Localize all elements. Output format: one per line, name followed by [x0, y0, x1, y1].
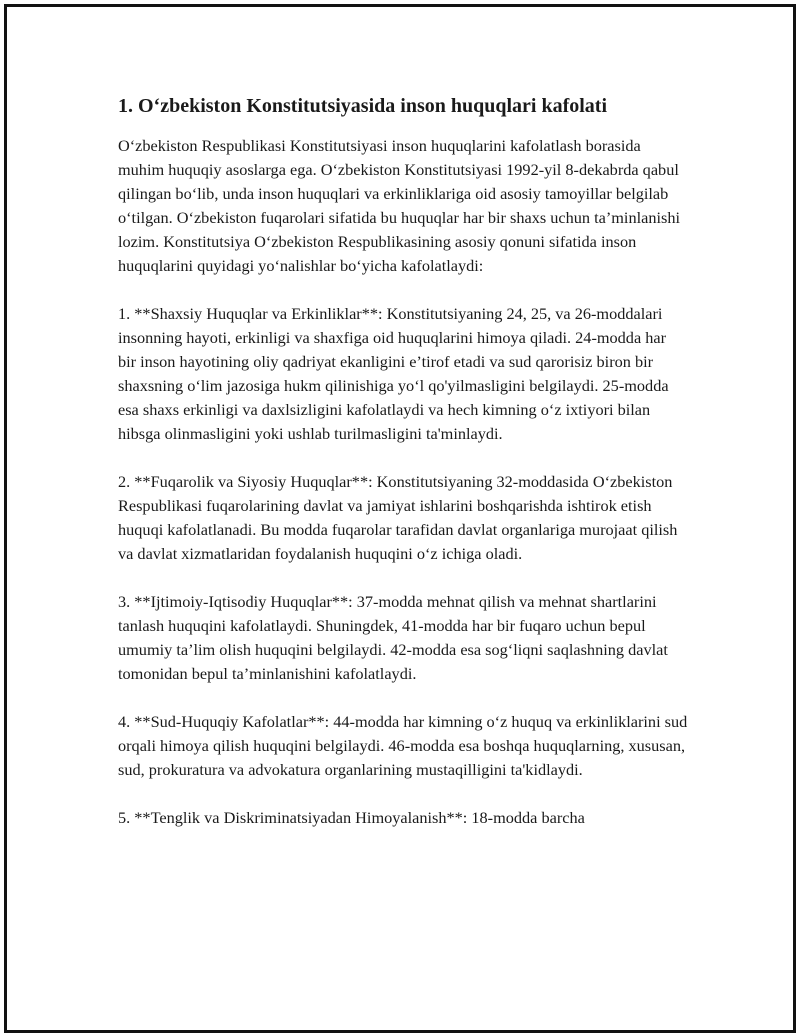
intro-paragraph: O‘zbekiston Respublikasi Konstitutsiyasi inson huquqlarini kafolatlash borasida muhim huquqiy asoslarga ega. O‘zbekiston Konstitutsiyasi 1992-yil 8-dekabrda qabul qilingan bo‘lib, unda inson huquqlari va erkinliklariga oid asosiy tamoyillar belgilab o‘tilgan. O‘zbekiston fuqarolari sifatida bu huquqlar har bir shaxs uchun ta’minlanishi lozim. Konstitutsiya O‘zbekiston Respublikasining asosiy qonuni sifatida inson huquqlarini quyidagi yo‘nalishlar bo‘yicha kafolatlaydi: [118, 136, 681, 275]
paragraph-judicial-guarantees: 4. **Sud-Huquqiy Kafolatlar**: 44-modda har kimning o‘z huquq va erkinliklarini sud orqali himoya qilish huquqini belgilaydi. 46-modda esa boshqa huquqlarning, xususan, sud, prokuratura va advokatura organlarining mustaqilligini ta'kidlaydi. [118, 712, 688, 779]
document-body [118, 92, 688, 854]
paragraph-socio-economic-rights: 3. **Ijtimoiy-Iqtisodiy Huquqlar**: 37-modda mehnat qilish va mehnat shartlarini tanlash huquqini kafolatlaydi. Shuningdek, 41-modda har bir fuqaro uchun bepul umumiy ta’lim olish huquqini belgilaydi. 42-modda esa sog‘liqni saqlashning davlat tomonidan bepul ta’minlanishini kafolatlaydi. [118, 592, 668, 683]
section-heading: 1. O‘zbekiston Konstitutsiyasida inson huquqlari kafolati [118, 95, 608, 117]
paragraph-civil-political-rights: 2. **Fuqarolik va Siyosiy Huquqlar**: Konstitutsiyaning 32-moddasida O‘zbekiston Respublikasi fuqarolarining davlat va jamiyat ishlarini boshqarishda ishtirok etish huquqi kafolatlanadi. Bu modda fuqarolar tarafidan davlat organlariga murojaat qilish va davlat xizmatlaridan foydalanish huquqini o‘z ichiga oladi. [118, 472, 678, 563]
paragraph-equality: 5. **Tenglik va Diskriminatsiyadan Himoyalanish**: 18-modda barcha [118, 808, 585, 827]
paragraph-personal-rights: 1. **Shaxsiy Huquqlar va Erkinliklar**: Konstitutsiyaning 24, 25, va 26-moddalari insonning hayoti, erkinligi va shaxfiga oid huquqlarini himoya qiladi. 24-modda har bir inson hayotining oliy qadriyat ekanligini e’tirof etadi va sud qarorisiz biron bir shaxsning o‘lim jazosiga hukm qilinishiga yo‘l qo'yilmasligini belgilaydi. 25-modda esa shaxs erkinligi va daxlsizligini kafolatlaydi va hech kimning o‘z ixtiyori bilan hibsga olinmasligini yoki ushlab turilmasligini ta'minlaydi. [118, 304, 669, 443]
